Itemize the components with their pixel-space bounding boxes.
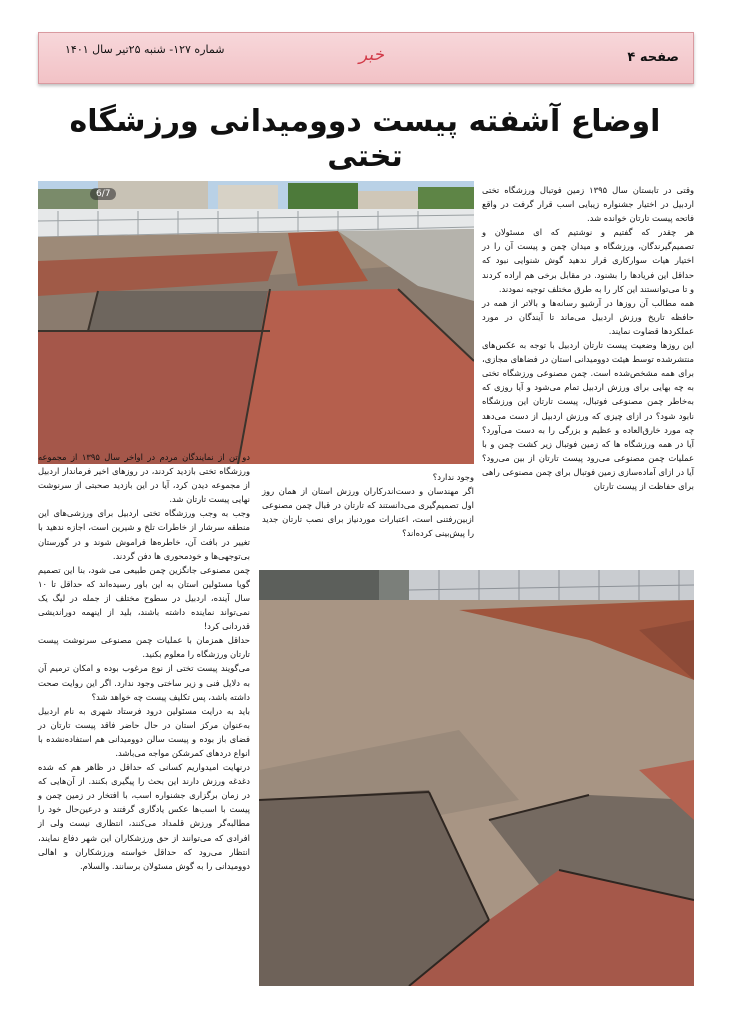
paragraph: حداقل همزمان با عملیات چمن مصنوعی سرنوشت پیست تارتان ورزشگاه را معلوم بکنید. — [38, 635, 250, 660]
track-photo-1 — [38, 181, 474, 464]
photo-counter-badge: 6/7 — [90, 188, 116, 200]
paragraph: دو تن از نمایندگان مردم در اواخر سال ۱۳۹۵ از مجموعه ورزشگاه تختی بازدید کردند، در روزهای اخیر فرماندار اردبیل از مجموعه دیدن کرد، آیا در این بازدید صحبتی از سرنوشت نهایی پیست تارتان شد. — [38, 452, 250, 505]
article-column-right — [482, 183, 694, 493]
issue-info: شماره ۱۲۷- شنبه ۲۵تیر سال ۱۴۰۱ — [65, 43, 225, 56]
paragraph: هر چقدر که گفتیم و نوشتیم که ای مسئولان و تصمیم‌گیرندگان، ورزشگاه و میدان چمن و پیست آن را در اختیار هیات سوارکاری قرار ندهید گوش شنوایی نبود که حداقل این فریادها را بشنود. در مقابل برخی هم اراده کردند و تا می‌توانستند این کار را به طرق مختلف توجیه نمودند. — [482, 227, 694, 294]
paragraph: وقتی در تابستان سال ۱۳۹۵ زمین فوتبال ورزشگاه تختی اردبیل در اختیار جشنواره زیبایی اسب قرار گرفت در واقع فاتحه پیست تارتان خوانده شد. — [482, 185, 694, 224]
article-title: اوضاع آشفته پیست دوومیدانی ورزشگاه تختی — [69, 104, 661, 174]
page-header — [38, 32, 694, 84]
paragraph: درنهایت امیدواریم کسانی که حداقل در ظاهر هم که شده دغدغه ورزش دارند این بحث را پیگیری بکنند. از آن‌هایی که در زمان برگزاری جشنواره اسب، با افتخار در زمین چمن و پیست با اسب‌ها عکس یادگاری گرفتند و درعین‌حال خود را مطالبه‌گر ورزش قلمداد می‌کنند، انتظاری نیست ولی از افرادی که می‌توانند از حق ورزشکاران این شهر دفاع نمایند، انتظار می‌رود که حداقل خواسته ورزشکاران و اهالی دوومیدانی را به گوش مسئولان برسانند. والسلام. — [38, 762, 250, 871]
paragraph: اگر مهندسان و دست‌اندرکاران ورزش استان از همان روز اول تصمیم‌گیری می‌دانستند که تارتان در قبال چمن مصنوعی ازبین‌رفتنی است، اعتبارات موردنیاز برای نصب تارتان جدید را پیش‌بینی کرده‌اند؟ — [262, 486, 474, 539]
paragraph: باید به درایت مسئولین درود فرستاد شهری به نام اردبیل به‌عنوان مرکز استان در حال حاضر فاقد پیست تارتان در فضای باز بوده و پیست سالن دوومیدانی هم استفاده‌نشده با انواع دردهای کمرشکن مواجه می‌باشد. — [38, 705, 250, 758]
paragraph: وجب به وجب ورزشگاه تختی اردبیل برای ورزشی‌های این منطقه سرشار از خاطرات تلخ و شیرین است، اجازه ندهید با تغییر در بافت آن، خاطره‌ها فراموش شوند و در گورستان بی‌توجهی‌ها و خودمحوری ها دفن گردند. — [38, 508, 250, 561]
article-column-middle — [262, 470, 474, 540]
article-column-left — [38, 450, 250, 873]
paragraph: همه مطالب آن روزها در آرشیو رسانه‌ها و بالاتر از همه در حافظه تاریخ ورزش اردبیل می‌ماند تا آیندگان در مورد عملکردها قضاوت نمایند. — [482, 297, 694, 336]
page-number: صفحه ۴ — [627, 50, 679, 65]
track-photo-2 — [259, 570, 694, 986]
brand-label: خبر — [359, 45, 385, 65]
paragraph: وجود ندارد؟ — [432, 472, 474, 482]
paragraph: می‌گویند پیست تختی از نوع مرغوب بوده و امکان ترمیم آن به دلایل فنی و زیر ساختی وجود ندارد. اگر این روایت صحت داشته باشد، پس تکلیف پیست چه خواهد شد؟ — [38, 663, 250, 702]
paragraph: این روزها وضعیت پیست تارتان اردبیل با توجه به عکس‌های منتشرشده توسط هیئت دوومیدانی استان در فضاهای مجازی، برای همه مشخص‌شده است. چمن مصنوعی ورزشگاه تختی به چه بهایی برای ورزش اردبیل تمام می‌شود و آیا روزی که به‌خاطر چمن مصنوعی فوتبال، پیست تارتان این ورزشگاه نابود شود؟ در ازای چیزی که ورزش اردبیل از دست می‌دهد چه مورد خارق‌العاده و عظیم و بزرگی را به دست می‌آورد؟ آیا در همه ورزشگاه ها که زمین فوتبال زیر کشت چمن و با عملیات چمن مصنوعی می‌رود پیست تارتان از بین می‌رود؟ آیا در ازای آماده‌سازی زمین فوتبال برای چمن مصنوعی راهی برای حفاظت از پیست تارتان — [482, 340, 694, 491]
paragraph: چمن مصنوعی جانگزین چمن طبیعی می شود، بنا این تصمیم گویا مسئولین استان به این باور رسیده‌اند که حداقل تا ۱۰ سال آینده، اردبیل در سطوح مختلف از جمله در لیگ یک نمی‌تواند نماینده داشته باشند، بلید از اینهمه دوراندیشی قدردانی کرد! — [38, 564, 250, 632]
